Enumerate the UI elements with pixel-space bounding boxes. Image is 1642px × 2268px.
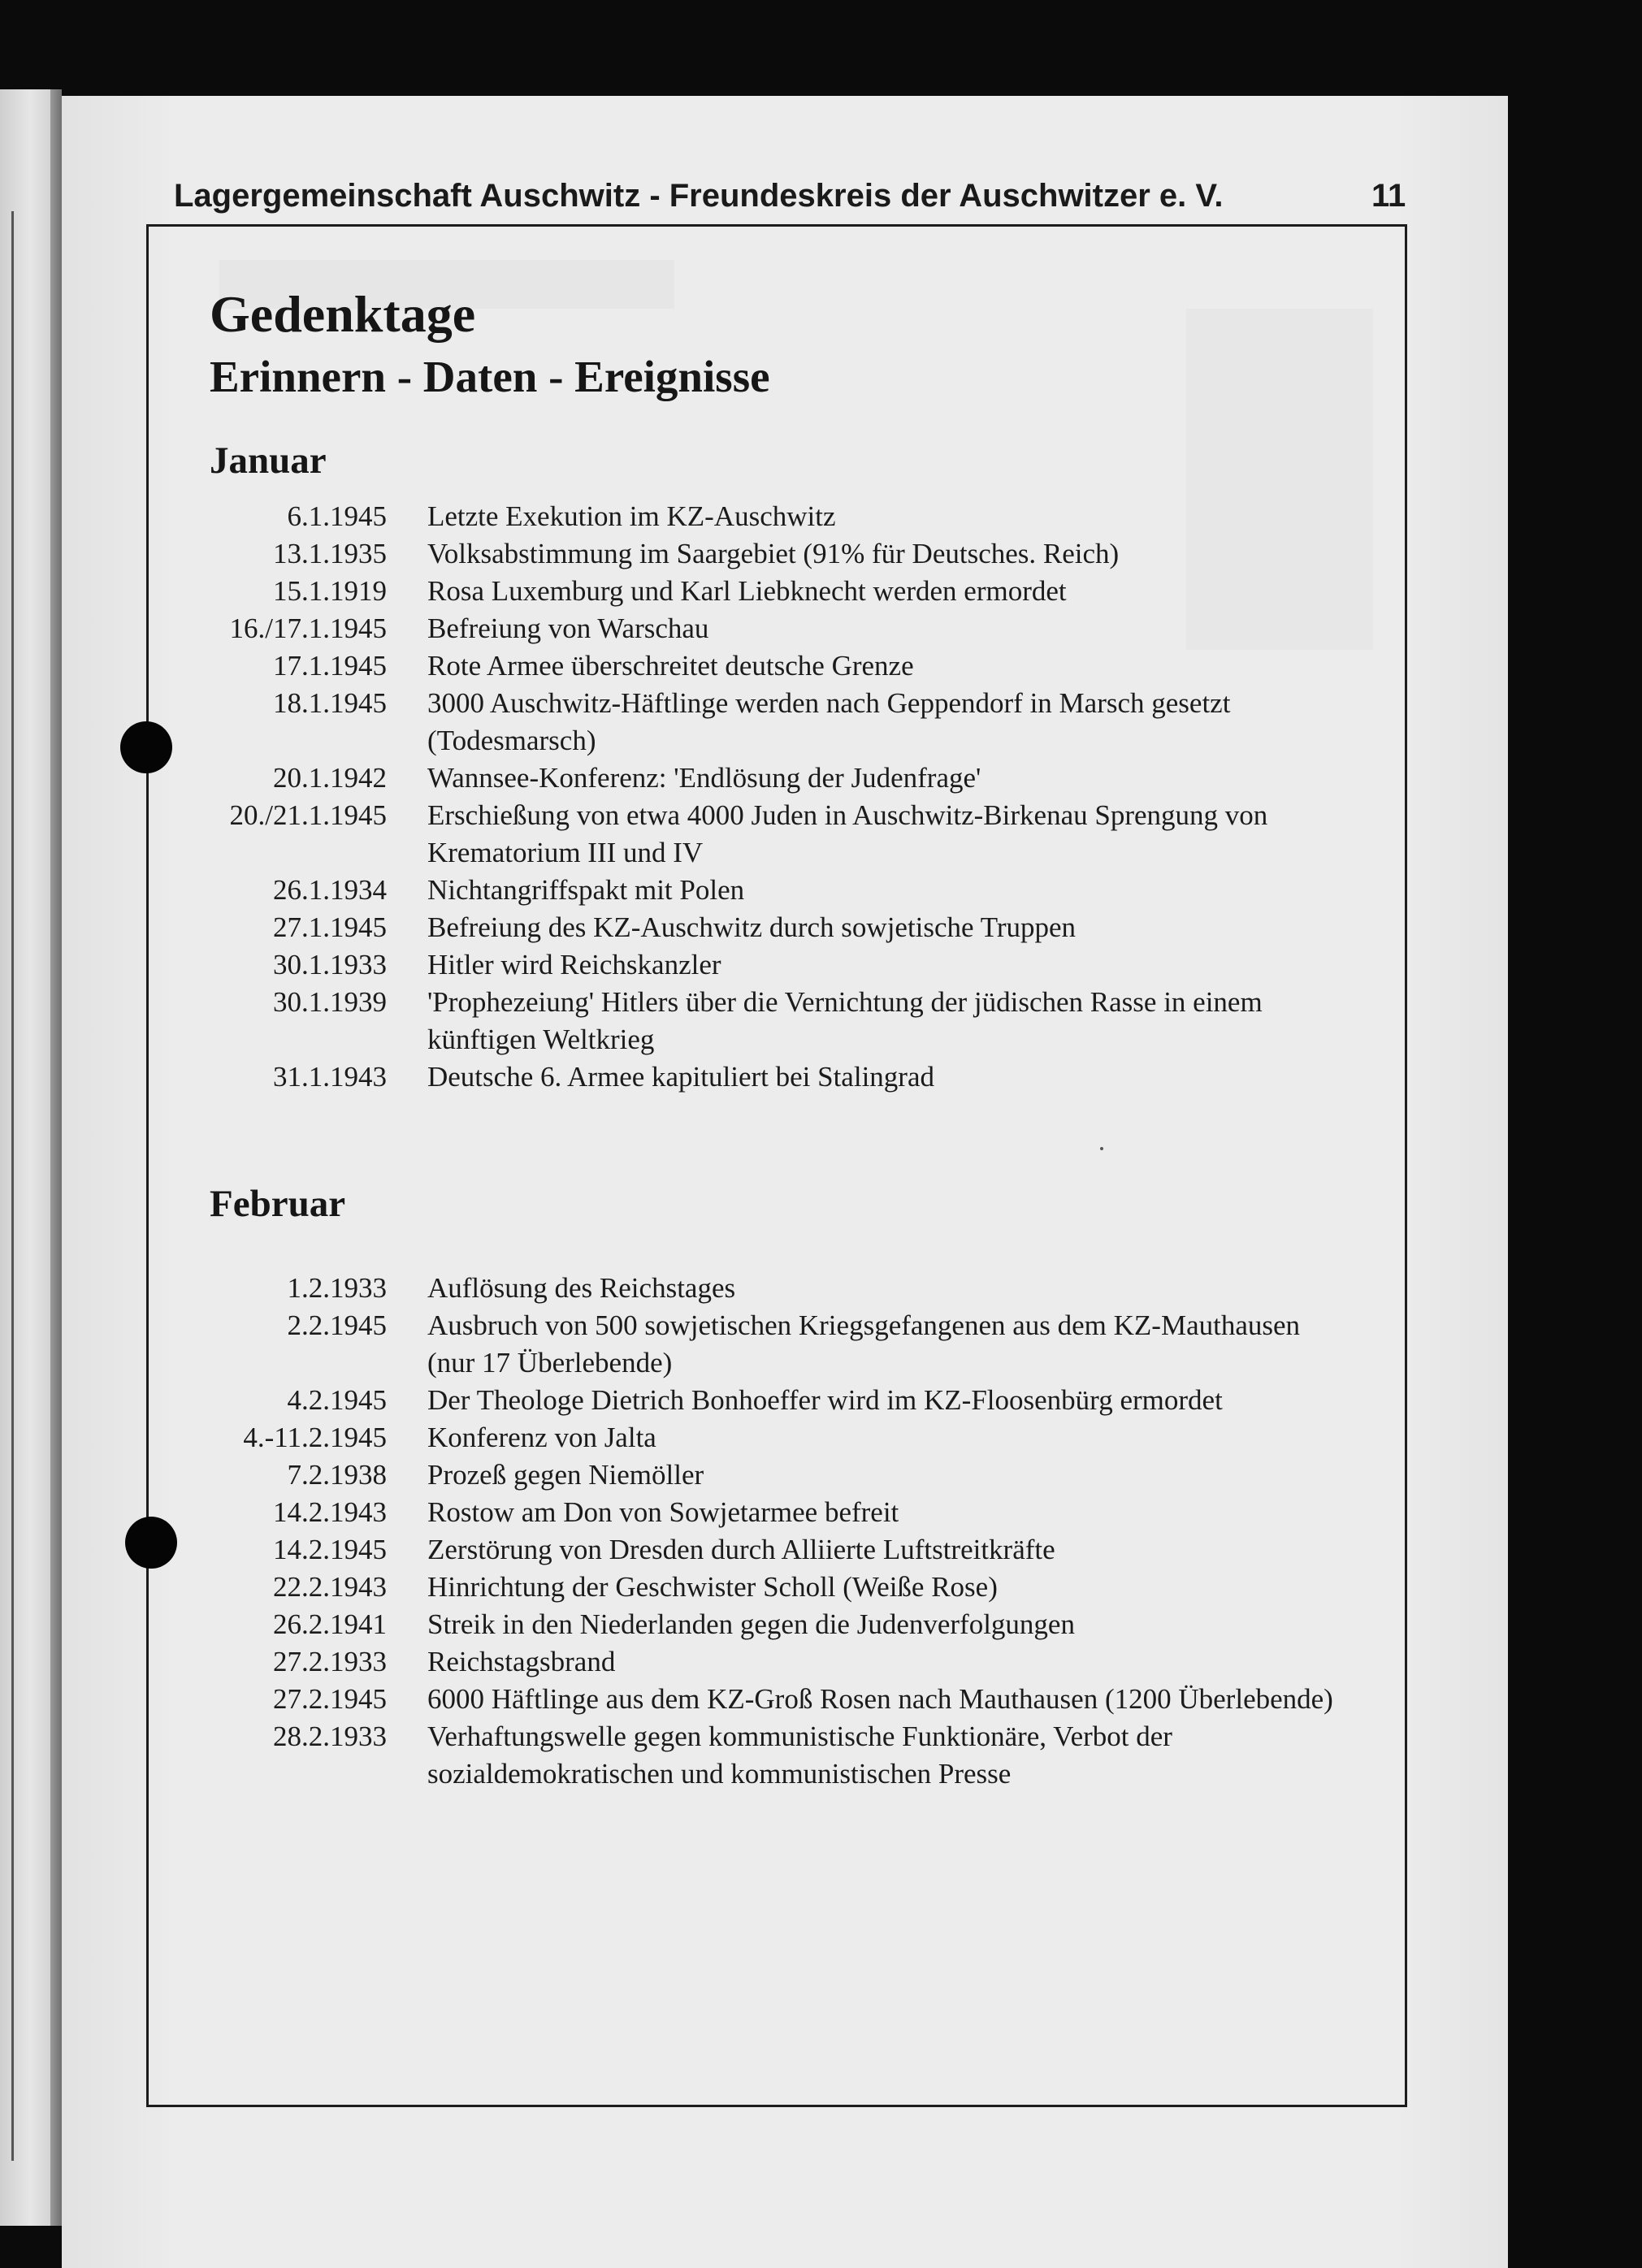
event-list-februar bbox=[0, 1270, 1381, 1793]
event-date: 27.2.1933 bbox=[273, 1646, 387, 1677]
event-description: Streik in den Niederlanden gegen die Judenverfolgungen bbox=[427, 1608, 1075, 1640]
event-entry bbox=[0, 1569, 1381, 1606]
event-date: 13.1.1935 bbox=[273, 538, 387, 569]
event-entry bbox=[0, 984, 1381, 1058]
event-date: 18.1.1945 bbox=[273, 687, 387, 719]
event-entry bbox=[0, 1058, 1381, 1096]
event-date: 26.1.1934 bbox=[273, 874, 387, 906]
event-description: Volksabstimmung im Saargebiet (91% für Deutsches. Reich) bbox=[427, 538, 1120, 569]
event-date: 20.1.1942 bbox=[273, 762, 387, 794]
event-list-januar bbox=[0, 498, 1381, 1096]
event-entry bbox=[0, 647, 1381, 685]
event-date: 27.1.1945 bbox=[273, 911, 387, 943]
event-date: 14.2.1943 bbox=[273, 1496, 387, 1528]
running-header: Lagergemeinschaft Auschwitz - Freundeskreis der Auschwitzer e. V. bbox=[174, 178, 1224, 214]
event-description: Zerstörung von Dresden durch Alliierte Luftstreitkräfte bbox=[427, 1534, 1055, 1565]
event-entry bbox=[0, 573, 1381, 610]
event-entry bbox=[0, 610, 1381, 647]
event-entry bbox=[0, 1419, 1381, 1456]
event-description: 3000 Auschwitz-Häftlinge werden nach Geppendorf in Marsch gesetzt (Todesmarsch) bbox=[427, 687, 1231, 756]
event-date: 31.1.1943 bbox=[273, 1061, 387, 1093]
event-date: 7.2.1938 bbox=[287, 1459, 387, 1491]
event-description: Deutsche 6. Armee kapituliert bei Stalingrad bbox=[427, 1061, 934, 1093]
event-date: 17.1.1945 bbox=[273, 650, 387, 682]
section-heading-januar: Januar bbox=[210, 439, 327, 482]
page-title: Gedenktage bbox=[210, 285, 476, 343]
event-entry bbox=[0, 1494, 1381, 1531]
punch-hole bbox=[120, 721, 172, 773]
event-entry bbox=[0, 1270, 1381, 1307]
event-description: Verhaftungswelle gegen kommunistische Funktionäre, Verbot der sozialdemokratischen und kommunistischen Presse bbox=[427, 1720, 1172, 1790]
event-date: 20./21.1.1945 bbox=[229, 799, 387, 831]
facing-page-edge bbox=[0, 89, 50, 2226]
event-description: Auflösung des Reichstages bbox=[427, 1272, 736, 1304]
event-entry bbox=[0, 685, 1381, 760]
event-entry bbox=[0, 1681, 1381, 1718]
event-description: Reichstagsbrand bbox=[427, 1646, 616, 1677]
event-date: 27.2.1945 bbox=[273, 1683, 387, 1715]
event-entry bbox=[0, 1606, 1381, 1643]
event-description: Erschießung von etwa 4000 Juden in Auschwitz-Birkenau Sprengung von Krematorium III und IV bbox=[427, 799, 1268, 868]
event-date: 28.2.1933 bbox=[273, 1720, 387, 1752]
page-number: 11 bbox=[1371, 178, 1406, 214]
event-entry bbox=[0, 760, 1381, 797]
event-date: 4.-11.2.1945 bbox=[243, 1422, 387, 1453]
event-description: 'Prophezeiung' Hitlers über die Vernichtung der jüdischen Rasse in einem künftigen Weltkrieg bbox=[427, 986, 1263, 1055]
event-description: 6000 Häftlinge aus dem KZ-Groß Rosen nach Mauthausen (1200 Überlebende) bbox=[427, 1683, 1333, 1715]
event-description: Hinrichtung der Geschwister Scholl (Weiße Rose) bbox=[427, 1571, 998, 1603]
event-description: Prozeß gegen Niemöller bbox=[427, 1459, 704, 1491]
event-description: Nichtangriffspakt mit Polen bbox=[427, 874, 745, 906]
event-entry bbox=[0, 498, 1381, 535]
punch-hole bbox=[125, 1517, 177, 1569]
event-date: 16./17.1.1945 bbox=[229, 612, 387, 644]
event-description: Befreiung von Warschau bbox=[427, 612, 709, 644]
event-description: Ausbruch von 500 sowjetischen Kriegsgefangenen aus dem KZ-Mauthausen (nur 17 Überlebende) bbox=[427, 1309, 1301, 1379]
event-entry bbox=[0, 535, 1381, 573]
event-entry bbox=[0, 1531, 1381, 1569]
event-description: Letzte Exekution im KZ-Auschwitz bbox=[427, 500, 836, 532]
event-entry bbox=[0, 872, 1381, 909]
event-description: Rosa Luxemburg und Karl Liebknecht werden ermordet bbox=[427, 575, 1067, 607]
event-entry bbox=[0, 1643, 1381, 1681]
binding-gutter bbox=[50, 89, 62, 2226]
event-date: 6.1.1945 bbox=[287, 500, 387, 532]
event-date: 30.1.1933 bbox=[273, 949, 387, 980]
event-date: 1.2.1933 bbox=[287, 1272, 387, 1304]
event-description: Rostow am Don von Sowjetarmee befreit bbox=[427, 1496, 899, 1528]
event-date: 14.2.1945 bbox=[273, 1534, 387, 1565]
event-entry bbox=[0, 1382, 1381, 1419]
event-entry bbox=[0, 1456, 1381, 1494]
event-date: 2.2.1945 bbox=[287, 1309, 387, 1341]
event-description: Hitler wird Reichskanzler bbox=[427, 949, 721, 980]
event-date: 15.1.1919 bbox=[273, 575, 387, 607]
event-date: 30.1.1939 bbox=[273, 986, 387, 1018]
event-description: Konferenz von Jalta bbox=[427, 1422, 656, 1453]
event-date: 22.2.1943 bbox=[273, 1571, 387, 1603]
event-description: Rote Armee überschreitet deutsche Grenze bbox=[427, 650, 914, 682]
event-description: Befreiung des KZ-Auschwitz durch sowjetische Truppen bbox=[427, 911, 1077, 943]
event-entry bbox=[0, 946, 1381, 984]
event-entry bbox=[0, 909, 1381, 946]
speck bbox=[1100, 1147, 1103, 1150]
page-subtitle: Erinnern - Daten - Ereignisse bbox=[210, 352, 770, 401]
section-heading-februar: Februar bbox=[210, 1183, 346, 1225]
event-description: Der Theologe Dietrich Bonhoeffer wird im KZ-Floosenbürg ermordet bbox=[427, 1384, 1223, 1416]
event-entry bbox=[0, 1307, 1381, 1382]
event-entry bbox=[0, 1718, 1381, 1793]
event-date: 26.2.1941 bbox=[273, 1608, 387, 1640]
event-description: Wannsee-Konferenz: 'Endlösung der Judenfrage' bbox=[427, 762, 981, 794]
event-entry bbox=[0, 797, 1381, 872]
event-date: 4.2.1945 bbox=[287, 1384, 387, 1416]
